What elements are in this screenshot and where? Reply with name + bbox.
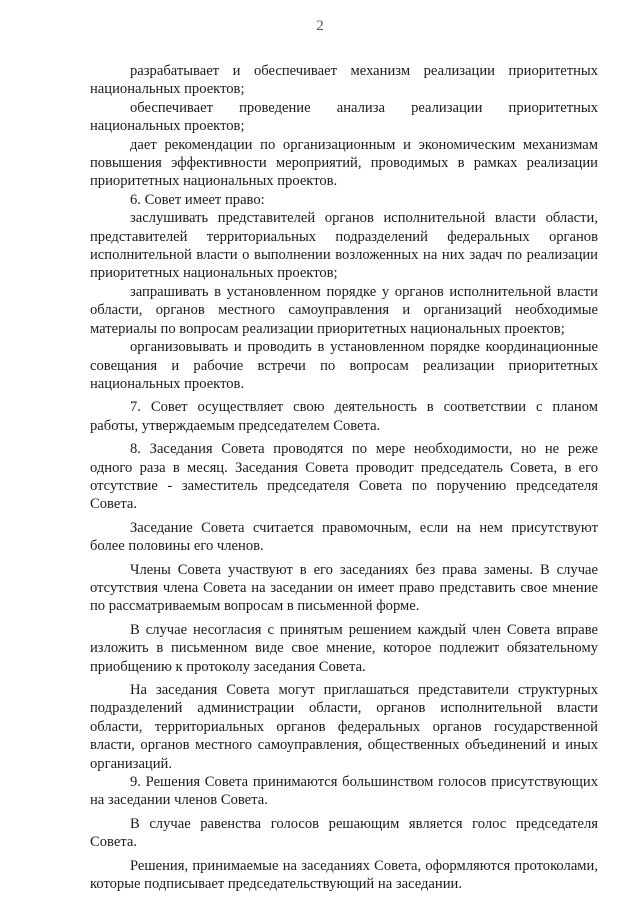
paragraph: организовывать и проводить в установленном порядке координационные совещания и рабочие встречи по вопросам реализации приоритетных национальных проектов.	[90, 339, 598, 392]
paragraph: Решения, принимаемые на заседаниях Совета, оформляются протоколами, которые подписывает председательствующий на заседании.	[90, 857, 598, 893]
paragraph: разрабатывает и обеспечивает механизм реализации приоритетных национальных проектов;	[90, 63, 598, 98]
paragraph: Заседание Совета считается правомочным, если на нем присутствуют более половины его членов.	[90, 519, 598, 555]
paragraph: В случае несогласия с принятым решением каждый член Совета вправе изложить в письменном виде свое мнение, которое подлежит обязательному приобщению к протоколу заседания Совета.	[90, 621, 598, 675]
paragraph: 7. Совет осуществляет свою деятельность в соответствии с планом работы, утверждаемым председателем Совета.	[90, 399, 598, 434]
paragraph: Члены Совета участвуют в его заседаниях без права замены. В случае отсутствия члена Совета на заседании он имеет право представить свое мнение по рассматриваемым вопросам в письменной форме.	[90, 561, 598, 615]
paragraph: 9. Решения Совета принимаются большинством голосов присутствующих на заседании членов Совета.	[90, 774, 598, 809]
paragraph: дает рекомендации по организационным и экономическим механизмам повышения эффективности мероприятий, проводимых в рамках реализации приоритетных национальных проектов.	[90, 136, 598, 190]
paragraph: обеспечивает проведение анализа реализации приоритетных национальных проектов;	[90, 99, 598, 135]
paragraph: 8. Заседания Совета проводятся по мере необходимости, но не реже одного раза в месяц. Заседания Совета проводит председатель Совета, в его отсутствие - заместитель председателя Совета по поручению председателя Совета.	[90, 441, 598, 513]
paragraph: заслушивать представителей органов исполнительной власти области, представителей территориальных подразделений федеральных органов исполнительной власти о выполнении возложенных на них задач по реализации приоритетных национальных проектов;	[90, 210, 598, 282]
paragraph: В случае равенства голосов решающим является голос председателя Совета.	[90, 815, 598, 851]
document-body	[90, 62, 598, 893]
page-number: 2	[316, 18, 324, 34]
paragraph: запрашивать в установленном порядке у органов исполнительной власти области, органов местного самоуправления и организаций необходимые материалы по вопросам реализации приоритетных национальных проектов;	[90, 283, 598, 337]
paragraph: На заседания Совета могут приглашаться представители структурных подразделений администрации области, органов исполнительной власти области, территориальных органов федеральных органов государственной власти, органов местного самоуправления, общественных объединений и иных организаций.	[90, 682, 598, 772]
paragraph: 6. Совет имеет право:	[130, 191, 265, 208]
